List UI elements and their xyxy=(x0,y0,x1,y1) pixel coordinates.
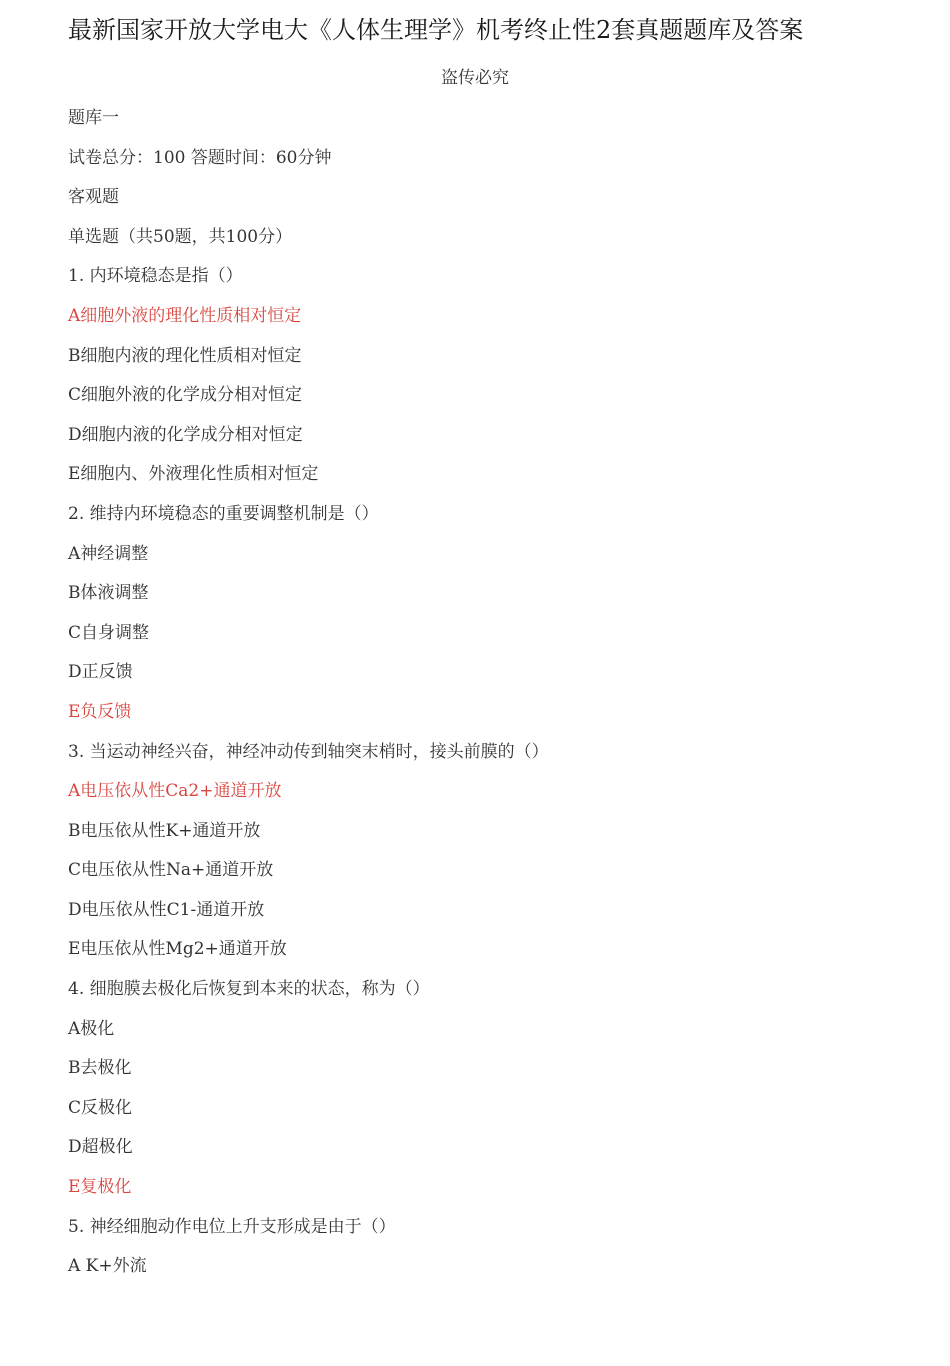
text-line: 单选题（共50题，共100分） xyxy=(68,226,293,247)
text-line: 2. 维持内环境稳态的重要调整机制是（） xyxy=(68,503,379,524)
text-line: A极化 xyxy=(68,1018,115,1039)
text-line: E电压依从性Mg2+通道开放 xyxy=(68,939,287,960)
answer-option-line: A细胞外液的理化性质相对恒定 xyxy=(68,305,302,326)
text-line: 试卷总分：100 答题时间：60分钟 xyxy=(68,147,332,168)
text-line: A K+外流 xyxy=(68,1256,147,1277)
text-line: 5. 神经细胞动作电位上升支形成是由于（） xyxy=(68,1216,396,1237)
text-line: B去极化 xyxy=(68,1058,132,1079)
text-line: 3. 当运动神经兴奋，神经冲动传到轴突末梢时，接头前膜的（） xyxy=(68,741,549,762)
text-line: D正反馈 xyxy=(68,662,133,683)
text-line: C反极化 xyxy=(68,1097,133,1118)
answer-option-line: E负反馈 xyxy=(68,701,132,722)
text-line: D细胞内液的化学成分相对恒定 xyxy=(68,424,303,445)
text-line: A神经调整 xyxy=(68,543,149,564)
text-line: B体液调整 xyxy=(68,583,149,604)
answer-option-line: E复极化 xyxy=(68,1177,132,1198)
text-line: B电压依从性K+通道开放 xyxy=(68,820,261,841)
text-line: C自身调整 xyxy=(68,622,150,643)
text-line: D电压依从性C1-通道开放 xyxy=(68,899,265,920)
answer-option-line: A电压依从性Ca2+通道开放 xyxy=(68,781,282,802)
text-line: C细胞外液的化学成分相对恒定 xyxy=(68,385,303,406)
text-line: 题库一 xyxy=(68,108,119,128)
text-line: E细胞内、外液理化性质相对恒定 xyxy=(68,464,319,485)
text-line: B细胞内液的理化性质相对恒定 xyxy=(68,345,302,366)
text-line: C电压依从性Na+通道开放 xyxy=(68,860,274,881)
text-line: D超极化 xyxy=(68,1137,133,1158)
text-line: 4. 细胞膜去极化后恢复到本来的状态，称为（） xyxy=(68,979,430,1000)
document-title: 最新国家开放大学电大《人体生理学》机考终止性2套真题题库及答案 xyxy=(68,16,804,44)
document-subtitle: 盗传必究 xyxy=(441,68,509,88)
text-line: 1. 内环境稳态是指（） xyxy=(68,266,243,287)
text-line: 客观题 xyxy=(68,187,119,208)
document-body xyxy=(68,104,928,1292)
